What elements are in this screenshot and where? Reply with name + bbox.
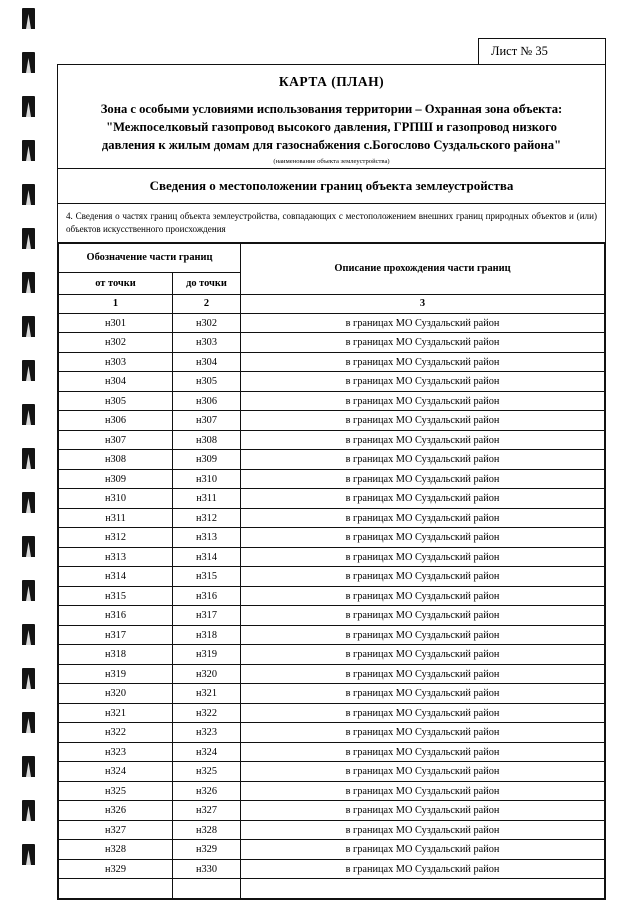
table-row — [59, 801, 605, 821]
table-row — [59, 742, 605, 762]
staple-binding-mark — [22, 844, 35, 865]
section-note: 4. Сведения о частях границ объекта землеустройства, совпадающих с местоположением внешних границ природных объектов и (или) объектов искусственного происхождения — [58, 204, 605, 243]
column-number-2: 2 — [173, 294, 241, 313]
cell-from-point: н313 — [59, 547, 173, 567]
table-row — [59, 645, 605, 665]
cell-to-point: н319 — [173, 645, 241, 665]
staple-binding-mark — [22, 272, 35, 293]
cell-description: в границах МО Суздальский район — [241, 742, 605, 762]
cell-description — [241, 879, 605, 899]
cell-to-point — [173, 879, 241, 899]
cell-description: в границах МО Суздальский район — [241, 333, 605, 353]
table-row — [59, 333, 605, 353]
staple-binding-mark — [22, 624, 35, 645]
staple-binding-mark — [22, 96, 35, 117]
cell-description: в границах МО Суздальский район — [241, 586, 605, 606]
cell-to-point: н322 — [173, 703, 241, 723]
cell-description: в границах МО Суздальский район — [241, 684, 605, 704]
cell-from-point: н315 — [59, 586, 173, 606]
staple-binding-mark — [22, 756, 35, 777]
cell-description: в границах МО Суздальский район — [241, 508, 605, 528]
cell-description: в границах МО Суздальский район — [241, 450, 605, 470]
cell-description: в границах МО Суздальский район — [241, 645, 605, 665]
cell-to-point: н325 — [173, 762, 241, 782]
cell-from-point: н321 — [59, 703, 173, 723]
staple-binding-mark — [22, 668, 35, 689]
table-row — [59, 450, 605, 470]
cell-from-point: н329 — [59, 859, 173, 879]
cell-description: в границах МО Суздальский район — [241, 801, 605, 821]
header-to-point: до точки — [173, 272, 241, 294]
table-row — [59, 879, 605, 899]
cell-to-point: н306 — [173, 391, 241, 411]
table-row — [59, 352, 605, 372]
cell-to-point: н323 — [173, 723, 241, 743]
cell-description: в границах МО Суздальский район — [241, 528, 605, 548]
cell-from-point: н307 — [59, 430, 173, 450]
cell-to-point: н328 — [173, 820, 241, 840]
binding-marks-strip — [0, 0, 56, 905]
staple-binding-mark — [22, 316, 35, 337]
cell-from-point: н304 — [59, 372, 173, 392]
staple-binding-mark — [22, 8, 35, 29]
staple-binding-mark — [22, 404, 35, 425]
cell-to-point: н303 — [173, 333, 241, 353]
cell-to-point: н326 — [173, 781, 241, 801]
cell-from-point: н319 — [59, 664, 173, 684]
cell-to-point: н309 — [173, 450, 241, 470]
cell-from-point: н309 — [59, 469, 173, 489]
cell-to-point: н308 — [173, 430, 241, 450]
table-row — [59, 372, 605, 392]
cell-to-point: н327 — [173, 801, 241, 821]
cell-to-point: н330 — [173, 859, 241, 879]
table-row — [59, 508, 605, 528]
document-frame — [57, 64, 606, 900]
cell-to-point: н305 — [173, 372, 241, 392]
cell-from-point: н326 — [59, 801, 173, 821]
table-column-number-row — [59, 294, 605, 313]
cell-from-point: н318 — [59, 645, 173, 665]
cell-from-point: н301 — [59, 313, 173, 333]
cell-to-point: н304 — [173, 352, 241, 372]
cell-from-point: н320 — [59, 684, 173, 704]
table-row — [59, 840, 605, 860]
cell-from-point: н322 — [59, 723, 173, 743]
cell-from-point: н317 — [59, 625, 173, 645]
cell-from-point: н312 — [59, 528, 173, 548]
sheet-number-label: Лист № 35 — [491, 44, 548, 58]
cell-to-point: н321 — [173, 684, 241, 704]
table-header-group-row — [59, 243, 605, 272]
table-row — [59, 586, 605, 606]
table-row — [59, 859, 605, 879]
table-row — [59, 547, 605, 567]
cell-from-point: н305 — [59, 391, 173, 411]
staple-binding-mark — [22, 52, 35, 73]
table-row — [59, 606, 605, 626]
cell-description: в границах МО Суздальский район — [241, 820, 605, 840]
cell-description: в границах МО Суздальский район — [241, 703, 605, 723]
column-number-1: 1 — [59, 294, 173, 313]
table-row — [59, 684, 605, 704]
cell-description: в границах МО Суздальский район — [241, 840, 605, 860]
sheet-number-box — [478, 38, 606, 65]
cell-from-point: н325 — [59, 781, 173, 801]
table-row — [59, 664, 605, 684]
table-row — [59, 567, 605, 587]
header-description: Описание прохождения части границ — [241, 243, 605, 294]
table-row — [59, 723, 605, 743]
cell-to-point: н307 — [173, 411, 241, 431]
cell-from-point: н328 — [59, 840, 173, 860]
title-block — [58, 65, 605, 169]
cell-to-point: н320 — [173, 664, 241, 684]
table-row — [59, 411, 605, 431]
cell-description: в границах МО Суздальский район — [241, 411, 605, 431]
table-row — [59, 781, 605, 801]
title-caption: (наименование объекта землеустройства) — [273, 157, 390, 165]
cell-description: в границах МО Суздальский район — [241, 859, 605, 879]
table-row — [59, 430, 605, 450]
cell-description: в границах МО Суздальский район — [241, 723, 605, 743]
cell-to-point: н312 — [173, 508, 241, 528]
table-row — [59, 528, 605, 548]
cell-from-point: н314 — [59, 567, 173, 587]
staple-binding-mark — [22, 492, 35, 513]
table-row — [59, 391, 605, 411]
cell-description: в границах МО Суздальский район — [241, 313, 605, 333]
cell-description: в границах МО Суздальский район — [241, 469, 605, 489]
cell-to-point: н314 — [173, 547, 241, 567]
cell-to-point: н318 — [173, 625, 241, 645]
cell-to-point: н313 — [173, 528, 241, 548]
table-head — [59, 243, 605, 313]
cell-to-point: н317 — [173, 606, 241, 626]
section-heading: Сведения о местоположении границ объекта землеустройства — [58, 169, 605, 204]
header-from-point: от точки — [59, 272, 173, 294]
table-body — [59, 313, 605, 898]
cell-description: в границах МО Суздальский район — [241, 372, 605, 392]
cell-from-point — [59, 879, 173, 899]
cell-description: в границах МО Суздальский район — [241, 781, 605, 801]
table-row — [59, 820, 605, 840]
cell-from-point: н324 — [59, 762, 173, 782]
staple-binding-mark — [22, 228, 35, 249]
cell-to-point: н310 — [173, 469, 241, 489]
cell-description: в границах МО Суздальский район — [241, 489, 605, 509]
cell-description: в границах МО Суздальский район — [241, 762, 605, 782]
cell-from-point: н327 — [59, 820, 173, 840]
table-row — [59, 762, 605, 782]
cell-from-point: н303 — [59, 352, 173, 372]
cell-description: в границах МО Суздальский район — [241, 391, 605, 411]
cell-description: в границах МО Суздальский район — [241, 625, 605, 645]
table-row — [59, 703, 605, 723]
borders-table — [58, 243, 605, 899]
page-title: КАРТА (ПЛАН) — [278, 74, 385, 89]
cell-from-point: н311 — [59, 508, 173, 528]
cell-from-point: н316 — [59, 606, 173, 626]
cell-to-point: н302 — [173, 313, 241, 333]
staple-binding-mark — [22, 536, 35, 557]
cell-to-point: н329 — [173, 840, 241, 860]
cell-from-point: н302 — [59, 333, 173, 353]
cell-from-point: н310 — [59, 489, 173, 509]
table-row — [59, 489, 605, 509]
staple-binding-mark — [22, 360, 35, 381]
column-number-3: 3 — [241, 294, 605, 313]
object-description: Зона с особыми условиями использования территории – Охранная зона объекта: "Межпоселковый газопровод высокого давления, ГРПШ и газопровод низкого давления к жилым домам для газоснабжения с.Богослово Суздальского района" — [100, 102, 563, 152]
cell-from-point: н306 — [59, 411, 173, 431]
table-row — [59, 469, 605, 489]
staple-binding-mark — [22, 712, 35, 733]
staple-binding-mark — [22, 140, 35, 161]
cell-description: в границах МО Суздальский район — [241, 352, 605, 372]
cell-to-point: н324 — [173, 742, 241, 762]
cell-description: в границах МО Суздальский район — [241, 664, 605, 684]
cell-from-point: н323 — [59, 742, 173, 762]
cell-to-point: н315 — [173, 567, 241, 587]
borders-table-container — [58, 243, 605, 899]
table-row — [59, 625, 605, 645]
cell-description: в границах МО Суздальский район — [241, 567, 605, 587]
cell-description: в границах МО Суздальский район — [241, 430, 605, 450]
cell-from-point: н308 — [59, 450, 173, 470]
staple-binding-mark — [22, 184, 35, 205]
cell-description: в границах МО Суздальский район — [241, 547, 605, 567]
cell-description: в границах МО Суздальский район — [241, 606, 605, 626]
staple-binding-mark — [22, 800, 35, 821]
staple-binding-mark — [22, 448, 35, 469]
cell-to-point: н316 — [173, 586, 241, 606]
cell-to-point: н311 — [173, 489, 241, 509]
table-row — [59, 313, 605, 333]
staple-binding-mark — [22, 580, 35, 601]
header-group-designation: Обозначение части границ — [59, 243, 241, 272]
